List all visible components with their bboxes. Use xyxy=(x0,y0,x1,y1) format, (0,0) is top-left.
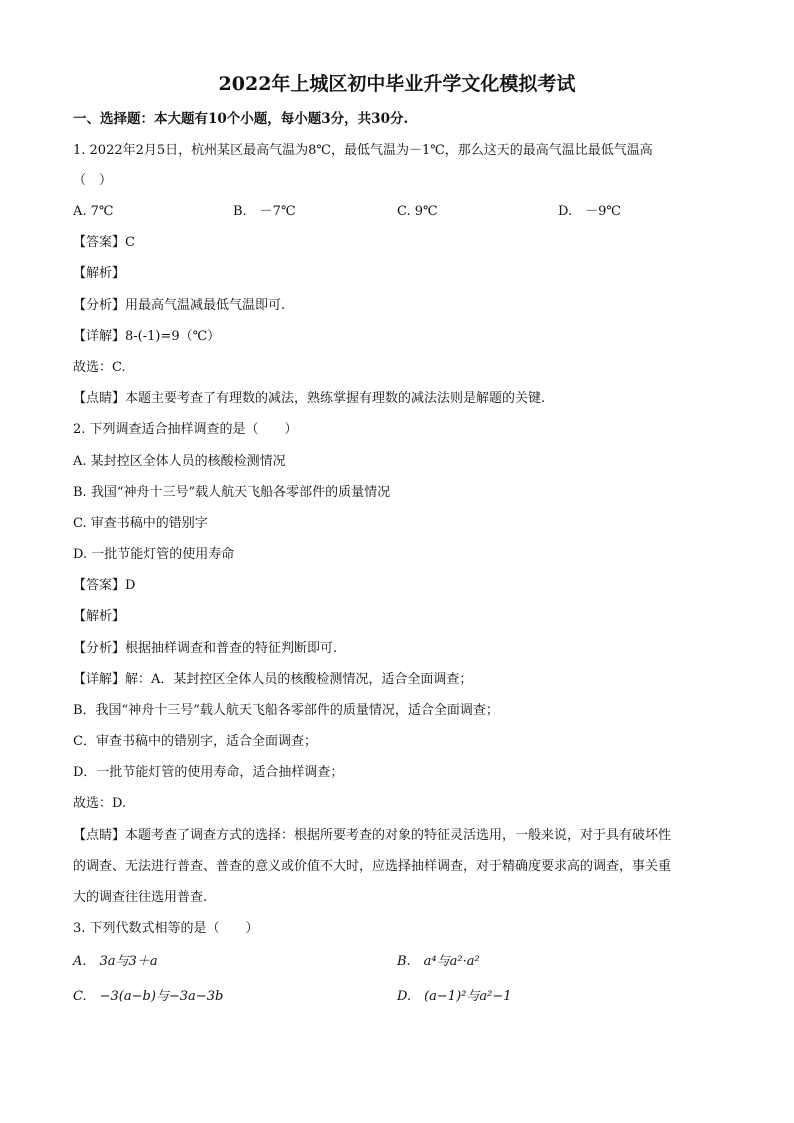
q1-choice: 故选：C. xyxy=(73,360,126,375)
q2-answer: 【答案】D xyxy=(73,578,136,593)
section-heading: 一、选择题：本大题有10个小题，每小题3分，共30分. xyxy=(73,111,409,127)
q2-dianjing-line1: 【点睛】本题考查了调查方式的选择：根据所要考查的对象的特征灵活选用，一般来说，对于具有破坏性 xyxy=(73,828,672,843)
q1-option-d: D. －9℃ xyxy=(558,204,621,219)
q3-option-a: A. 3a与3＋a xyxy=(73,954,158,969)
q2-dianjing-line3: 大的调查往往选用普查. xyxy=(73,890,208,905)
q2-stem: 2. 下列调查适合抽样调查的是（ ） xyxy=(73,422,298,437)
q1-fenxi: 【分析】用最高气温减最低气温即可. xyxy=(73,298,286,313)
page-title: 2022年上城区初中毕业升学文化模拟考试 xyxy=(218,73,576,95)
q2-dianjing-line2: 的调查、无法进行普查、普查的意义或价值不大时，应选择抽样调查，对于精确度要求高的调查，事关重 xyxy=(73,859,672,874)
q2-analysis-head: 【解析】 xyxy=(73,609,126,624)
q1-stem: 1. 2022年2月5日，杭州某区最高气温为8℃，最低气温为－1℃，那么这天的最高气温比最低气温高 xyxy=(73,143,653,158)
q1-option-a: A. 7℃ xyxy=(73,204,114,219)
q1-xiangjie: 【详解】8-(-1)=9（℃） xyxy=(73,329,221,344)
q3-option-b: B. a⁴与a²·a² xyxy=(397,954,480,969)
q2-choice: 故选：D. xyxy=(73,796,127,811)
q1-option-b: B. －7℃ xyxy=(233,204,296,219)
q2-fenxi: 【分析】根据抽样调查和普查的特征判断即可. xyxy=(73,641,338,656)
q3-option-c: C. −3(a−b)与−3a−3b xyxy=(73,989,224,1004)
q3-stem: 3. 下列代数式相等的是（ ） xyxy=(73,921,259,936)
q1-option-c: C. 9℃ xyxy=(397,204,438,219)
q2-xiangjie-d: D．一批节能灯管的使用寿命，适合抽样调查； xyxy=(73,765,344,780)
q2-option-d: D. 一批节能灯管的使用寿命 xyxy=(73,547,235,562)
q3-option-d: D. (a−1)²与a²−1 xyxy=(397,989,512,1004)
q1-answer: 【答案】C xyxy=(73,235,135,250)
q2-xiangjie: 【详解】解：A．某封控区全体人员的核酸检测情况，适合全面调查； xyxy=(73,672,473,687)
q2-option-a: A. 某封控区全体人员的核酸检测情况 xyxy=(73,454,286,469)
q1-dianjing: 【点睛】本题主要考查了有理数的减法，熟练掌握有理数的减法法则是解题的关键. xyxy=(73,391,546,406)
q2-xiangjie-b: B．我国“神舟十三号”载人航天飞船各零部件的质量情况，适合全面调查； xyxy=(73,703,499,718)
q2-option-c: C. 审查书稿中的错别字 xyxy=(73,516,208,531)
q2-xiangjie-c: C．审查书稿中的错别字，适合全面调查； xyxy=(73,734,317,749)
q2-option-b: B. 我国“神舟十三号”载人航天飞船各零部件的质量情况 xyxy=(73,485,391,500)
q1-paren: （ ） xyxy=(73,173,113,188)
q1-analysis-head: 【解析】 xyxy=(73,266,126,281)
